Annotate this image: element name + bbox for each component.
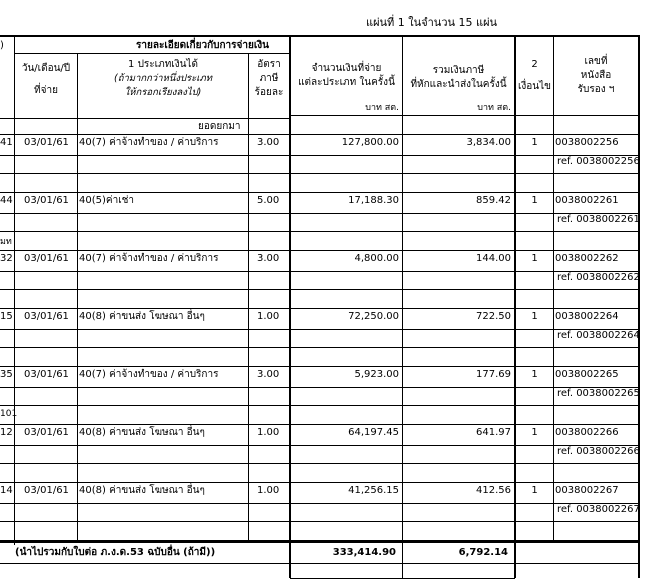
row-tax: 3,834.00 <box>466 137 511 148</box>
row-seq: 32 <box>0 253 13 264</box>
row-rate: 5.00 <box>257 195 280 206</box>
row-amount: 17,188.30 <box>348 195 399 206</box>
brought-forward-label: ยอดยกมา <box>198 121 241 132</box>
row-date: 03/01/61 <box>24 195 69 206</box>
col-type-header: 1 ประเภทเงินได้ (ถ้ามากกว่าหนึ่งประเภท ให้กรอกเรียงลงไป) <box>114 59 212 98</box>
row-rate: 3.00 <box>257 369 280 380</box>
col-cert-header: เลขที่ หนังสือ รับรอง ฯ <box>577 56 615 95</box>
edge-label: ) <box>0 40 4 51</box>
row-tax: 412.56 <box>476 485 511 496</box>
row-cert: 0038002261 <box>555 195 619 206</box>
row-date: 03/01/61 <box>24 369 69 380</box>
row-seq: 12 <box>0 427 13 438</box>
row-cond: 1 <box>531 311 538 322</box>
row-cond: 1 <box>531 485 538 496</box>
row-cert: 0038002265 <box>555 369 619 380</box>
row-ref: ref. 0038002256 <box>557 156 640 167</box>
row-rate: 1.00 <box>257 427 280 438</box>
row-rate: 3.00 <box>257 253 280 264</box>
row-date: 03/01/61 <box>24 311 69 322</box>
row-amount: 4,800.00 <box>354 253 399 264</box>
row-cert: 0038002264 <box>555 311 619 322</box>
row-type: 40(8) ค่าขนส่ง โฆษณา อื่นๆ <box>79 311 205 322</box>
col-tax-header: รวมเงินภาษี ที่หักและนำส่งในครั้งนี้ <box>410 65 507 90</box>
row-rate: 3.00 <box>257 137 280 148</box>
row-type: 40(7) ค่าจ้างทำของ / ค่าบริการ <box>79 369 219 380</box>
row-amount: 41,256.15 <box>348 485 399 496</box>
row-tax: 641.97 <box>476 427 511 438</box>
row-tax: 859.42 <box>476 195 511 206</box>
row-tax: 722.50 <box>476 311 511 322</box>
unit-tax: บาท สต. <box>477 103 511 113</box>
row-amount: 72,250.00 <box>348 311 399 322</box>
row-cert: 0038002266 <box>555 427 619 438</box>
row-ref: ref. 0038002265 <box>557 388 640 399</box>
row-seq: 41 <box>0 137 13 148</box>
row-type: 40(8) ค่าขนส่ง โฆษณา อื่นๆ <box>79 485 205 496</box>
row-ref: ref. 0038002262 <box>557 272 640 283</box>
row-seq: 15 <box>0 311 13 322</box>
row-ref: ref. 0038002266 <box>557 446 640 457</box>
row-date: 03/01/61 <box>24 427 69 438</box>
row-cond: 1 <box>531 253 538 264</box>
row-ref: ref. 0038002267 <box>557 504 640 515</box>
col-date-header: วัน/เดือน/ปี ที่จ่าย <box>21 63 71 96</box>
row-cond: 1 <box>531 195 538 206</box>
row-cond: 1 <box>531 137 538 148</box>
row-amount: 64,197.45 <box>348 427 399 438</box>
row-cond: 1 <box>531 427 538 438</box>
total-tax: 6,792.14 <box>458 547 508 558</box>
row-seq: 35 <box>0 369 13 380</box>
row-tax: 144.00 <box>476 253 511 264</box>
row-cert: 0038002262 <box>555 253 619 264</box>
group-title: รายละเอียดเกี่ยวกับการจ่ายเงิน <box>136 40 269 51</box>
page-info: แผ่นที่ 1 ในจำนวน 15 แผ่น <box>366 16 498 29</box>
row-ref: ref. 0038002261 <box>557 214 640 225</box>
footer-label: (นำไปรวมกับใบต่อ ภ.ง.ด.53 ฉบับอื่น (ถ้ามี)) <box>15 547 216 558</box>
row-amount: 5,923.00 <box>354 369 399 380</box>
row-type: 40(8) ค่าขนส่ง โฆษณา อื่นๆ <box>79 427 205 438</box>
row-date: 03/01/61 <box>24 485 69 496</box>
row-seq: 14 <box>0 485 13 496</box>
row-rate: 1.00 <box>257 485 280 496</box>
side-fragment: มท <box>0 237 12 247</box>
row-type: 40(5)ค่าเช่า <box>79 195 135 206</box>
row-ref: ref. 0038002264 <box>557 330 640 341</box>
row-type: 40(7) ค่าจ้างทำของ / ค่าบริการ <box>79 253 219 264</box>
row-date: 03/01/61 <box>24 137 69 148</box>
row-date: 03/01/61 <box>24 253 69 264</box>
row-type: 40(7) ค่าจ้างทำของ / ค่าบริการ <box>79 137 219 148</box>
side-fragment: 101 <box>0 409 18 419</box>
row-cert: 0038002256 <box>555 137 619 148</box>
row-seq: 44 <box>0 195 13 206</box>
row-tax: 177.69 <box>476 369 511 380</box>
unit-amount: บาท สต. <box>365 103 399 113</box>
total-amount: 333,414.90 <box>332 547 396 558</box>
col-amount-header: จำนวนเงินที่จ่าย แต่ละประเภท ในครั้งนี้ <box>298 63 395 88</box>
row-cond: 1 <box>531 369 538 380</box>
row-amount: 127,800.00 <box>341 137 399 148</box>
col-rate-header: อัตรา ภาษี ร้อยละ <box>254 59 284 98</box>
row-cert: 0038002267 <box>555 485 619 496</box>
row-rate: 1.00 <box>257 311 280 322</box>
col-cond-header: 2 เงื่อนไข <box>517 59 551 92</box>
